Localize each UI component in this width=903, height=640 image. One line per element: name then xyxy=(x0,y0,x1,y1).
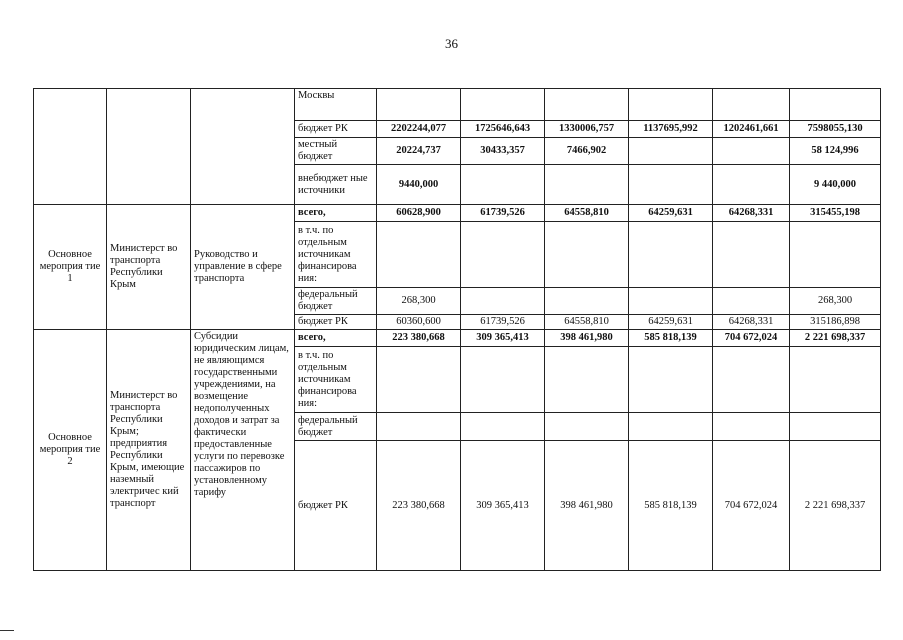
source-label: бюджет РК xyxy=(295,441,377,571)
value-cell xyxy=(545,288,629,315)
page-number: 36 xyxy=(445,36,458,51)
value-cell: 398 461,980 xyxy=(545,330,629,347)
value-cell: 1137695,992 xyxy=(629,121,713,138)
source-label: федеральный бюджет xyxy=(295,413,377,441)
value-cell: 9 440,000 xyxy=(790,165,881,205)
source-label: Москвы xyxy=(295,89,377,121)
source-label: в т.ч. по отдельным источникам финансирова ния: xyxy=(295,347,377,413)
event-1-description: Руководство и управление в сфере транспорта xyxy=(191,205,295,330)
event-2-description: Субсидии юридическим лицам, не являющимся государственными учреждениями, на возмещение недополученных доходов и затрат за фактически предоставленные услуги по перевозке пассажиров по установленному тарифу xyxy=(191,330,295,571)
executor-cell-blank xyxy=(107,89,191,205)
event-2-executor: Министерст во транспорта Республики Крым; предприятия Республики Крым, имеющие наземный электричес кий транспорт xyxy=(107,330,191,571)
value-cell xyxy=(629,138,713,165)
value-cell: 585 818,139 xyxy=(629,330,713,347)
source-label: бюджет РК xyxy=(295,315,377,330)
value-cell xyxy=(461,165,545,205)
value-cell: 64268,331 xyxy=(713,315,790,330)
source-label: внебюджет ные источники xyxy=(295,165,377,205)
value-cell: 268,300 xyxy=(790,288,881,315)
value-cell: 2202244,077 xyxy=(377,121,461,138)
value-cell: 30433,357 xyxy=(461,138,545,165)
value-cell: 309 365,413 xyxy=(461,441,545,571)
table-row xyxy=(34,89,881,121)
source-label: в т.ч. по отдельным источникам финансирова ния: xyxy=(295,222,377,288)
value-cell: 1725646,643 xyxy=(461,121,545,138)
value-cell: 704 672,024 xyxy=(713,441,790,571)
financing-table xyxy=(33,88,881,571)
value-cell: 9440,000 xyxy=(377,165,461,205)
value-cell: 64259,631 xyxy=(629,205,713,222)
value-cell xyxy=(629,165,713,205)
value-cell: 60360,600 xyxy=(377,315,461,330)
value-cell: 64259,631 xyxy=(629,315,713,330)
event-cell-blank xyxy=(34,89,107,205)
value-cell xyxy=(629,288,713,315)
event-2-name: Основное мероприя тие 2 xyxy=(34,330,107,571)
value-cell: 58 124,996 xyxy=(790,138,881,165)
value-cell: 585 818,139 xyxy=(629,441,713,571)
value-cell: 309 365,413 xyxy=(461,330,545,347)
value-cell: 7598055,130 xyxy=(790,121,881,138)
value-cell: 268,300 xyxy=(377,288,461,315)
value-cell: 61739,526 xyxy=(461,205,545,222)
value-cell: 7466,902 xyxy=(545,138,629,165)
value-cell: 2 221 698,337 xyxy=(790,330,881,347)
value-cell: 704 672,024 xyxy=(713,330,790,347)
source-label: всего, xyxy=(295,205,377,222)
event-1-executor: Министерст во транспорта Республики Крым xyxy=(107,205,191,330)
value-cell: 315455,198 xyxy=(790,205,881,222)
value-cell xyxy=(461,288,545,315)
value-cell: 2 221 698,337 xyxy=(790,441,881,571)
value-cell: 20224,737 xyxy=(377,138,461,165)
value-cell: 223 380,668 xyxy=(377,330,461,347)
page-edge-mark xyxy=(0,630,14,631)
value-cell: 315186,898 xyxy=(790,315,881,330)
value-cell: 60628,900 xyxy=(377,205,461,222)
table-row xyxy=(34,205,881,222)
value-cell: 223 380,668 xyxy=(377,441,461,571)
value-cell xyxy=(545,165,629,205)
value-cell: 64558,810 xyxy=(545,315,629,330)
description-cell-blank xyxy=(191,89,295,205)
event-1-name: Основное мероприя тие 1 xyxy=(34,205,107,330)
source-label: бюджет РК xyxy=(295,121,377,138)
value-cell xyxy=(713,165,790,205)
value-cell: 64558,810 xyxy=(545,205,629,222)
value-cell xyxy=(713,288,790,315)
source-label: всего, xyxy=(295,330,377,347)
value-cell: 61739,526 xyxy=(461,315,545,330)
table-row xyxy=(34,330,881,347)
value-cell: 1202461,661 xyxy=(713,121,790,138)
value-cell: 64268,331 xyxy=(713,205,790,222)
value-cell xyxy=(713,138,790,165)
value-cell: 1330006,757 xyxy=(545,121,629,138)
value-cell: 398 461,980 xyxy=(545,441,629,571)
source-label: федеральный бюджет xyxy=(295,288,377,315)
source-label: местный бюджет xyxy=(295,138,377,165)
